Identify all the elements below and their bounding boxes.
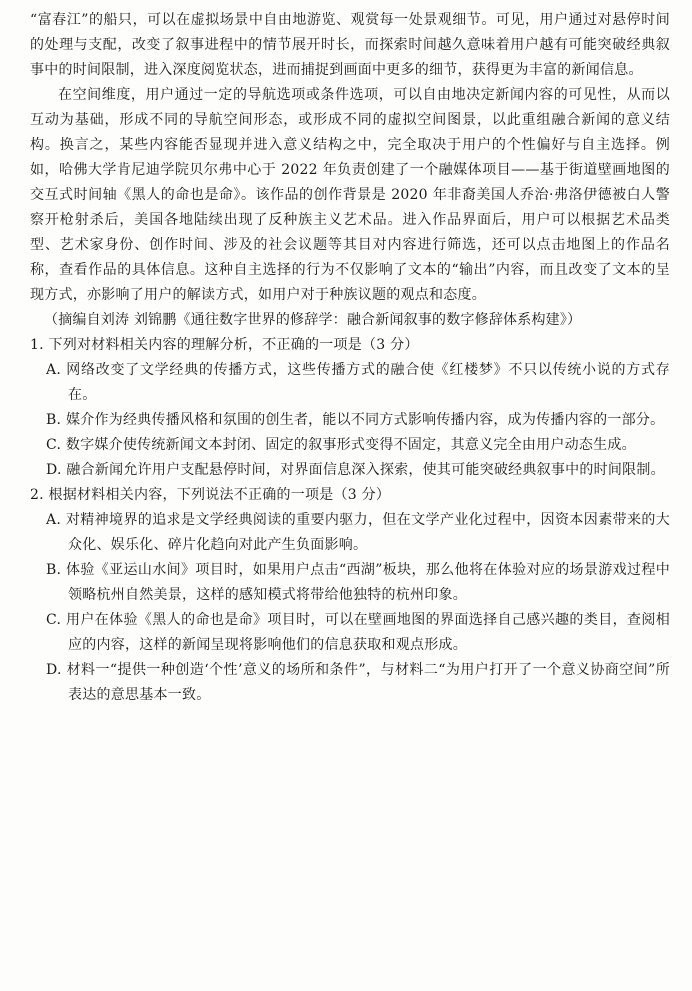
question-2-option-c: C. 用户在体验《黑人的命也是命》项目时，可以在壁画地图的界面选择自己感兴趣的类目，查阅相应的内容，这样的新闻呈现将影响他们的信息获取和观点形成。 — [46, 612, 670, 653]
question-1-options — [30, 358, 670, 483]
passage-paragraph-2: 在空间维度，用户通过一定的导航选项或条件选项，可以自由地决定新闻内容的可见性，从而以互动为基础，形成不同的导航空间形态，或形成不同的虚拟空间图景，以此重组融合新闻的意义结构。换言之，某些内容能否显现并进入意义结构之中，完全取决于用户的个性偏好与自主选择。例如，哈佛大学肯尼迪学院贝尔弗中心于 2022 年负责创建了一个融媒体项目——基于街道壁画地图的交互式时间轴《黑人的命也是命》。该作品的创作背景是 2020 年非裔美国人乔治·弗洛伊德被白人警察开枪射杀后，美国各地陆续出现了反种族主义艺术品。进入作品界面后，用户可以根据艺术品类型、艺术家身份、创作时间、涉及的社会议题等其目对内容进行筛选，还可以点击地图上的作品名称，查看作品的具体信息。这种自主选择的行为不仅影响了文本的“输出”内容，而且改变了文本的呈现方式，亦影响了用户的解读方式，如用户对于种族议题的观点和态度。 — [30, 87, 670, 303]
question-1-option-c: C. 数字媒介使传统新闻文本封闭、固定的叙事形式变得不固定，其意义完全由用户动态生成。 — [46, 437, 636, 453]
question-2-option-d: D. 材料一“提供一种创造‘个性’意义的场所和条件”，与材料二“为用户打开了一个意义协商空间”所表达的意思基本一致。 — [46, 662, 670, 703]
question-1 — [30, 333, 670, 483]
question-2 — [30, 483, 670, 708]
question-1-stem: 1. 下列对材料相关内容的理解分析，不正确的一项是（3 分） — [30, 337, 419, 353]
question-2-option-b: B. 体验《亚运山水间》项目时，如果用户点击“西湖”板块，那么他将在体验对应的场景游戏过程中领略杭州自然美景，这样的感知模式将带给他独特的杭州印象。 — [46, 562, 670, 603]
question-1-option-d: D. 融合新闻允许用户支配悬停时间，对界面信息深入探索，使其可能突破经典叙事中的时间限制。 — [46, 462, 665, 478]
question-1-option-b: B. 媒介作为经典传播风格和氛围的创生者，能以不同方式影响传播内容，成为传播内容的一部分。 — [46, 412, 665, 428]
question-2-stem: 2. 根据材料相关内容，下列说法不正确的一项是（3 分） — [30, 487, 391, 503]
passage-paragraph-1: “富春江”的船只，可以在虚拟场景中自由地游览、观赏每一处景观细节。可见，用户通过对悬停时间的处理与支配，改变了叙事进程中的情节展开时长，而探索时间越久意味着用户越有可能突破经典叙事中的时间限制，进入深度阅览状态，进而捕捉到画面中更多的细节，获得更为丰富的新闻信息。 — [30, 12, 670, 78]
passage-source: （摘编自刘涛 刘锦鹏《通往数字世界的修辞学：融合新闻叙事的数字修辞体系构建》） — [44, 312, 582, 328]
question-1-option-a: A. 网络改变了文学经典的传播方式，这些传播方式的融合使《红楼梦》不只以传统小说的方式存在。 — [46, 362, 670, 403]
question-2-options — [30, 508, 670, 708]
question-2-option-a: A. 对精神境界的追求是文学经典阅读的重要内驱力，但在文学产业化过程中，因资本因素带来的大众化、娱乐化、碎片化趋向对此产生负面影响。 — [46, 512, 670, 553]
